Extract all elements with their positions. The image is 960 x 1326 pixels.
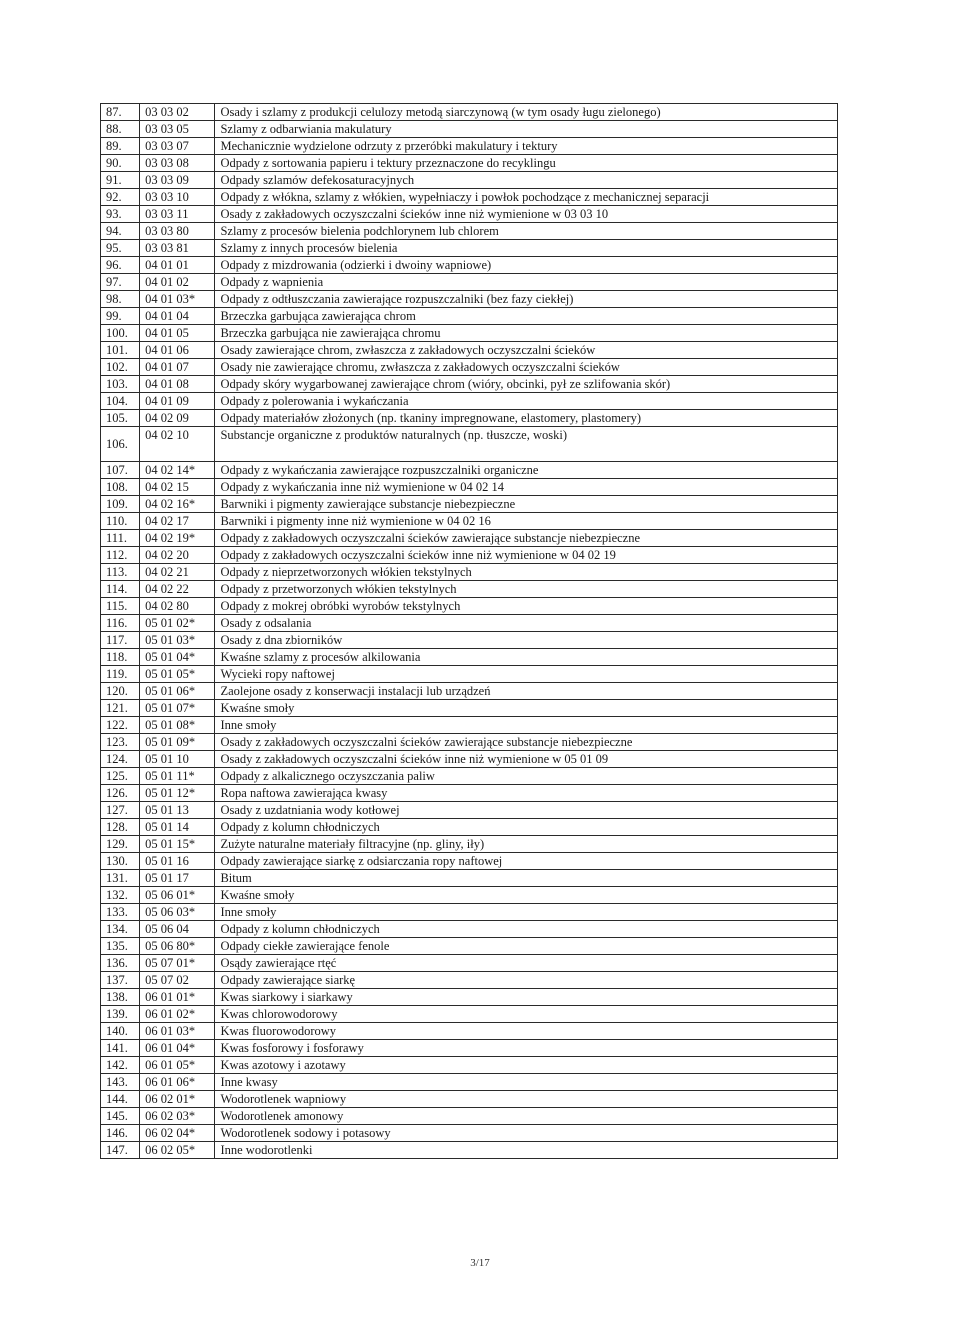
waste-code: 06 01 05*	[140, 1057, 215, 1074]
table-row	[101, 666, 838, 683]
table-row	[101, 240, 838, 257]
waste-description: Odpady szlamów defekosaturacyjnych	[215, 172, 838, 189]
row-number: 134.	[101, 921, 140, 938]
waste-code: 04 02 22	[140, 581, 215, 598]
waste-code: 04 02 21	[140, 564, 215, 581]
waste-description: Szlamy z procesów bielenia podchlorynem lub chlorem	[215, 223, 838, 240]
waste-description: Odpady zawierające siarkę z odsiarczania ropy naftowej	[215, 853, 838, 870]
waste-description: Odpady z kolumn chłodniczych	[215, 921, 838, 938]
row-number: 128.	[101, 819, 140, 836]
row-number: 142.	[101, 1057, 140, 1074]
row-number: 100.	[101, 325, 140, 342]
row-number: 92.	[101, 189, 140, 206]
waste-code: 04 01 02	[140, 274, 215, 291]
table-row	[101, 649, 838, 666]
table-row	[101, 1057, 838, 1074]
row-number: 121.	[101, 700, 140, 717]
row-number: 116.	[101, 615, 140, 632]
waste-code: 06 02 05*	[140, 1142, 215, 1159]
waste-description: Wodorotlenek wapniowy	[215, 1091, 838, 1108]
waste-description: Inne smoły	[215, 904, 838, 921]
waste-description: Kwaśne szlamy z procesów alkilowania	[215, 649, 838, 666]
waste-codes-table	[100, 103, 838, 1159]
table-row	[101, 1125, 838, 1142]
table-row	[101, 751, 838, 768]
waste-code: 05 06 80*	[140, 938, 215, 955]
waste-description: Osady z uzdatniania wody kotłowej	[215, 802, 838, 819]
waste-code: 03 03 11	[140, 206, 215, 223]
row-number: 147.	[101, 1142, 140, 1159]
waste-code: 04 01 04	[140, 308, 215, 325]
row-number: 87.	[101, 104, 140, 121]
waste-description: Odpady z włókna, szlamy z włókien, wypełniaczy i powłok pochodzące z mechanicznej separacji	[215, 189, 838, 206]
waste-code: 04 02 15	[140, 479, 215, 496]
row-number: 145.	[101, 1108, 140, 1125]
row-number: 115.	[101, 598, 140, 615]
row-number: 120.	[101, 683, 140, 700]
table-row	[101, 955, 838, 972]
row-number: 96.	[101, 257, 140, 274]
waste-code: 03 03 07	[140, 138, 215, 155]
row-number: 93.	[101, 206, 140, 223]
table-row	[101, 308, 838, 325]
waste-code: 04 01 03*	[140, 291, 215, 308]
row-number: 126.	[101, 785, 140, 802]
waste-code: 05 01 06*	[140, 683, 215, 700]
waste-description: Osady i szlamy z produkcji celulozy metodą siarczynową (w tym osady ługu zielonego)	[215, 104, 838, 121]
table-row	[101, 1074, 838, 1091]
row-number: 110.	[101, 513, 140, 530]
waste-code: 06 01 04*	[140, 1040, 215, 1057]
waste-description: Barwniki i pigmenty zawierające substancje niebezpieczne	[215, 496, 838, 513]
waste-code: 05 01 03*	[140, 632, 215, 649]
waste-code: 04 02 16*	[140, 496, 215, 513]
waste-description: Mechanicznie wydzielone odrzuty z przeróbki makulatury i tektury	[215, 138, 838, 155]
table-row	[101, 1040, 838, 1057]
waste-description: Odpady z polerowania i wykańczania	[215, 393, 838, 410]
waste-code: 04 02 14*	[140, 462, 215, 479]
waste-description: Odpady z zakładowych oczyszczalni ścieków zawierające substancje niebezpieczne	[215, 530, 838, 547]
row-number: 91.	[101, 172, 140, 189]
waste-code: 06 01 06*	[140, 1074, 215, 1091]
row-number: 89.	[101, 138, 140, 155]
table-row	[101, 172, 838, 189]
waste-code: 03 03 02	[140, 104, 215, 121]
waste-code: 05 01 04*	[140, 649, 215, 666]
page-number: 3/17	[470, 1257, 490, 1269]
table-row	[101, 274, 838, 291]
row-number: 105.	[101, 410, 140, 427]
waste-description: Bitum	[215, 870, 838, 887]
waste-code: 06 01 03*	[140, 1023, 215, 1040]
waste-description: Odpady zawierające siarkę	[215, 972, 838, 989]
row-number: 123.	[101, 734, 140, 751]
waste-code: 03 03 08	[140, 155, 215, 172]
waste-description: Odpady z mizdrowania (odzierki i dwoiny wapniowe)	[215, 257, 838, 274]
waste-description: Kwaśne smoły	[215, 887, 838, 904]
waste-code: 04 02 19*	[140, 530, 215, 547]
waste-code: 06 02 03*	[140, 1108, 215, 1125]
row-number: 111.	[101, 530, 140, 547]
row-number: 98.	[101, 291, 140, 308]
waste-description: Odpady z odtłuszczania zawierające rozpuszczalniki (bez fazy ciekłej)	[215, 291, 838, 308]
row-number: 112.	[101, 547, 140, 564]
table-row	[101, 257, 838, 274]
table-row	[101, 938, 838, 955]
table-row	[101, 802, 838, 819]
row-number: 119.	[101, 666, 140, 683]
waste-description: Odpady z wapnienia	[215, 274, 838, 291]
table-row	[101, 393, 838, 410]
row-number: 136.	[101, 955, 140, 972]
waste-description: Osady zawierające chrom, zwłaszcza z zakładowych oczyszczalni ścieków	[215, 342, 838, 359]
table-row	[101, 513, 838, 530]
table-row	[101, 598, 838, 615]
waste-code: 03 03 09	[140, 172, 215, 189]
waste-code: 05 01 17	[140, 870, 215, 887]
table-row	[101, 1108, 838, 1125]
table-row	[101, 104, 838, 121]
waste-code: 04 01 01	[140, 257, 215, 274]
waste-description: Odpady z wykańczania zawierające rozpuszczalniki organiczne	[215, 462, 838, 479]
row-number: 108.	[101, 479, 140, 496]
waste-code: 04 02 09	[140, 410, 215, 427]
waste-code: 04 02 10	[140, 427, 215, 462]
row-number: 103.	[101, 376, 140, 393]
waste-description: Odpady ciekłe zawierające fenole	[215, 938, 838, 955]
table-row	[101, 717, 838, 734]
table-row	[101, 530, 838, 547]
row-number: 138.	[101, 989, 140, 1006]
table-row	[101, 342, 838, 359]
waste-description: Osady z zakładowych oczyszczalni ścieków inne niż wymienione w 03 03 10	[215, 206, 838, 223]
waste-description: Zużyte naturalne materiały filtracyjne (np. gliny, iły)	[215, 836, 838, 853]
row-number: 133.	[101, 904, 140, 921]
table-row	[101, 819, 838, 836]
waste-description: Odpady z przetworzonych włókien tekstylnych	[215, 581, 838, 598]
table-row	[101, 581, 838, 598]
row-number: 129.	[101, 836, 140, 853]
table-row	[101, 155, 838, 172]
waste-code: 04 01 06	[140, 342, 215, 359]
waste-description: Kwas fosforowy i fosforawy	[215, 1040, 838, 1057]
row-number: 135.	[101, 938, 140, 955]
table-row	[101, 887, 838, 904]
table-row	[101, 683, 838, 700]
row-number: 137.	[101, 972, 140, 989]
table-row	[101, 223, 838, 240]
waste-description: Osady z dna zbiorników	[215, 632, 838, 649]
waste-description: Inne wodorotlenki	[215, 1142, 838, 1159]
row-number: 141.	[101, 1040, 140, 1057]
table-row	[101, 479, 838, 496]
row-number: 146.	[101, 1125, 140, 1142]
waste-description: Odpady materiałów złożonych (np. tkaniny impregnowane, elastomery, plastomery)	[215, 410, 838, 427]
waste-description: Barwniki i pigmenty inne niż wymienione w 04 02 16	[215, 513, 838, 530]
waste-description: Odpady z nieprzetworzonych włókien tekstylnych	[215, 564, 838, 581]
row-number: 124.	[101, 751, 140, 768]
table-row	[101, 836, 838, 853]
table-row	[101, 410, 838, 427]
table-row	[101, 615, 838, 632]
waste-code: 03 03 10	[140, 189, 215, 206]
table-row	[101, 904, 838, 921]
row-number: 117.	[101, 632, 140, 649]
row-number: 102.	[101, 359, 140, 376]
row-number: 97.	[101, 274, 140, 291]
table-row	[101, 427, 838, 462]
waste-description: Kwas chlorowodorowy	[215, 1006, 838, 1023]
waste-code: 06 01 01*	[140, 989, 215, 1006]
waste-code: 05 01 10	[140, 751, 215, 768]
row-number: 99.	[101, 308, 140, 325]
row-number: 127.	[101, 802, 140, 819]
row-number: 144.	[101, 1091, 140, 1108]
table-row	[101, 564, 838, 581]
waste-description: Osady z zakładowych oczyszczalni ścieków zawierające substancje niebezpieczne	[215, 734, 838, 751]
waste-code: 05 01 16	[140, 853, 215, 870]
table-row	[101, 138, 838, 155]
waste-description: Wodorotlenek amonowy	[215, 1108, 838, 1125]
waste-code: 05 07 02	[140, 972, 215, 989]
table-row	[101, 1142, 838, 1159]
table-row	[101, 547, 838, 564]
row-number: 118.	[101, 649, 140, 666]
table-row	[101, 785, 838, 802]
row-number: 113.	[101, 564, 140, 581]
table-row	[101, 462, 838, 479]
waste-code: 04 02 17	[140, 513, 215, 530]
row-number: 131.	[101, 870, 140, 887]
table-row	[101, 768, 838, 785]
waste-code: 04 01 05	[140, 325, 215, 342]
waste-description: Kwaśne smoły	[215, 700, 838, 717]
table-row	[101, 206, 838, 223]
waste-code: 03 03 05	[140, 121, 215, 138]
waste-code: 05 01 05*	[140, 666, 215, 683]
waste-code: 06 02 04*	[140, 1125, 215, 1142]
waste-code: 04 01 07	[140, 359, 215, 376]
waste-description: Zaolejone osady z konserwacji instalacji lub urządzeń	[215, 683, 838, 700]
waste-code: 04 01 09	[140, 393, 215, 410]
waste-description: Ropa naftowa zawierająca kwasy	[215, 785, 838, 802]
table-row	[101, 1023, 838, 1040]
waste-code: 05 01 02*	[140, 615, 215, 632]
table-row	[101, 632, 838, 649]
waste-description: Osądy zawierające rtęć	[215, 955, 838, 972]
waste-description: Brzeczka garbująca zawierająca chrom	[215, 308, 838, 325]
waste-code: 05 07 01*	[140, 955, 215, 972]
table-row	[101, 189, 838, 206]
row-number: 109.	[101, 496, 140, 513]
waste-description: Kwas fluorowodorowy	[215, 1023, 838, 1040]
waste-code: 05 06 03*	[140, 904, 215, 921]
waste-description: Osady nie zawierające chromu, zwłaszcza z zakładowych oczyszczalni ścieków	[215, 359, 838, 376]
waste-description: Odpady z zakładowych oczyszczalni ścieków inne niż wymienione w 04 02 19	[215, 547, 838, 564]
row-number: 140.	[101, 1023, 140, 1040]
waste-code: 05 06 01*	[140, 887, 215, 904]
row-number: 88.	[101, 121, 140, 138]
waste-description: Osady z odsalania	[215, 615, 838, 632]
waste-description: Szlamy z innych procesów bielenia	[215, 240, 838, 257]
waste-description: Wycieki ropy naftowej	[215, 666, 838, 683]
row-number: 104.	[101, 393, 140, 410]
table-row	[101, 376, 838, 393]
waste-code: 05 01 08*	[140, 717, 215, 734]
waste-description: Odpady z alkalicznego oczyszczania paliw	[215, 768, 838, 785]
waste-description: Inne smoły	[215, 717, 838, 734]
row-number: 90.	[101, 155, 140, 172]
row-number: 130.	[101, 853, 140, 870]
row-number: 125.	[101, 768, 140, 785]
waste-description: Osady z zakładowych oczyszczalni ścieków inne niż wymienione w 05 01 09	[215, 751, 838, 768]
row-number: 106.	[101, 427, 140, 462]
waste-table-body	[101, 104, 838, 1159]
waste-code: 03 03 80	[140, 223, 215, 240]
waste-description: Kwas siarkowy i siarkawy	[215, 989, 838, 1006]
table-row	[101, 734, 838, 751]
waste-code: 05 01 12*	[140, 785, 215, 802]
waste-description: Odpady z sortowania papieru i tektury przeznaczone do recyklingu	[215, 155, 838, 172]
row-number: 94.	[101, 223, 140, 240]
row-number: 132.	[101, 887, 140, 904]
waste-description: Inne kwasy	[215, 1074, 838, 1091]
waste-code: 05 01 09*	[140, 734, 215, 751]
waste-description: Kwas azotowy i azotawy	[215, 1057, 838, 1074]
waste-code: 04 02 80	[140, 598, 215, 615]
waste-code: 05 01 07*	[140, 700, 215, 717]
table-row	[101, 921, 838, 938]
waste-description: Odpady z wykańczania inne niż wymienione w 04 02 14	[215, 479, 838, 496]
table-row	[101, 700, 838, 717]
waste-description: Odpady z kolumn chłodniczych	[215, 819, 838, 836]
waste-description: Wodorotlenek sodowy i potasowy	[215, 1125, 838, 1142]
waste-code: 06 01 02*	[140, 1006, 215, 1023]
waste-code: 03 03 81	[140, 240, 215, 257]
table-row	[101, 291, 838, 308]
waste-code: 06 02 01*	[140, 1091, 215, 1108]
table-row	[101, 972, 838, 989]
table-row	[101, 325, 838, 342]
table-row	[101, 496, 838, 513]
waste-code: 05 06 04	[140, 921, 215, 938]
row-number: 95.	[101, 240, 140, 257]
table-row	[101, 1006, 838, 1023]
waste-description: Odpady z mokrej obróbki wyrobów tekstylnych	[215, 598, 838, 615]
waste-code: 04 02 20	[140, 547, 215, 564]
waste-code: 05 01 13	[140, 802, 215, 819]
table-row	[101, 1091, 838, 1108]
waste-code: 04 01 08	[140, 376, 215, 393]
waste-code: 05 01 14	[140, 819, 215, 836]
row-number: 114.	[101, 581, 140, 598]
row-number: 139.	[101, 1006, 140, 1023]
waste-description: Substancje organiczne z produktów naturalnych (np. tłuszcze, woski)	[215, 427, 838, 462]
row-number: 122.	[101, 717, 140, 734]
waste-code: 05 01 11*	[140, 768, 215, 785]
table-row	[101, 853, 838, 870]
waste-code: 05 01 15*	[140, 836, 215, 853]
waste-description: Szlamy z odbarwiania makulatury	[215, 121, 838, 138]
row-number: 107.	[101, 462, 140, 479]
table-row	[101, 359, 838, 376]
row-number: 101.	[101, 342, 140, 359]
table-row	[101, 870, 838, 887]
waste-description: Brzeczka garbująca nie zawierająca chromu	[215, 325, 838, 342]
row-number: 143.	[101, 1074, 140, 1091]
table-row	[101, 121, 838, 138]
table-row	[101, 989, 838, 1006]
waste-description: Odpady skóry wygarbowanej zawierające chrom (wióry, obcinki, pył ze szlifowania skór)	[215, 376, 838, 393]
